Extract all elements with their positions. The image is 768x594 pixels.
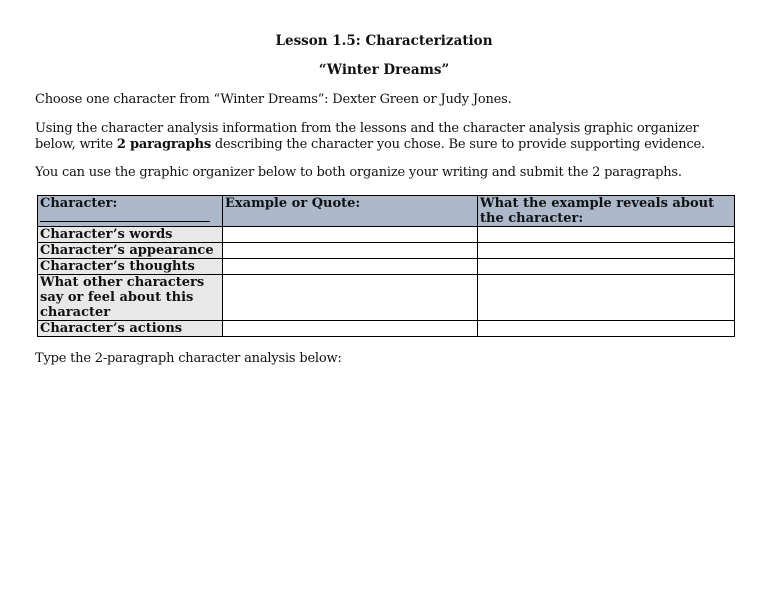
organizer-row: [38, 259, 735, 275]
row-label: Character’s words: [38, 227, 223, 243]
reveals-cell[interactable]: [478, 275, 735, 321]
header-character-label: Character:: [40, 196, 118, 211]
instruction-choose-character: Choose one character from “Winter Dreams”: Dexter Green or Judy Jones.: [35, 92, 512, 107]
example-cell[interactable]: [223, 227, 478, 243]
graphic-organizer-table: [37, 195, 735, 337]
row-label: Character’s thoughts: [38, 259, 223, 275]
example-cell[interactable]: [223, 321, 478, 337]
example-cell[interactable]: [223, 275, 478, 321]
character-name-blank: [40, 211, 210, 222]
instruction-bold-text: 2 paragraphs: [116, 137, 211, 152]
row-label: What other characters say or feel about this character: [38, 275, 223, 321]
header-reveals: What the example reveals about the character:: [478, 196, 735, 227]
organizer-row: [38, 243, 735, 259]
header-character: [38, 196, 223, 227]
instruction-write-paragraphs: [35, 121, 735, 153]
organizer-row: [38, 275, 735, 321]
organizer-header-row: [38, 196, 735, 227]
story-title: “Winter Dreams”: [318, 62, 450, 78]
reveals-cell[interactable]: [478, 227, 735, 243]
example-cell[interactable]: [223, 243, 478, 259]
instruction-text-before: Using the character analysis information from the lessons and the character analysis graphic organizer below, write: [35, 121, 699, 152]
instruction-type-analysis: Type the 2-paragraph character analysis below:: [35, 351, 342, 366]
reveals-cell[interactable]: [478, 321, 735, 337]
row-label: Character’s actions: [38, 321, 223, 337]
instruction-use-organizer: You can use the graphic organizer below to both organize your writing and submit the 2 paragraphs.: [35, 165, 682, 180]
reveals-cell[interactable]: [478, 243, 735, 259]
organizer-row: [38, 227, 735, 243]
instruction-text-after: describing the character you chose. Be sure to provide supporting evidence.: [211, 137, 705, 152]
reveals-cell[interactable]: [478, 259, 735, 275]
row-label: Character’s appearance: [38, 243, 223, 259]
header-example-quote: Example or Quote:: [223, 196, 478, 227]
lesson-title: Lesson 1.5: Characterization: [275, 33, 493, 49]
example-cell[interactable]: [223, 259, 478, 275]
organizer-row: [38, 321, 735, 337]
